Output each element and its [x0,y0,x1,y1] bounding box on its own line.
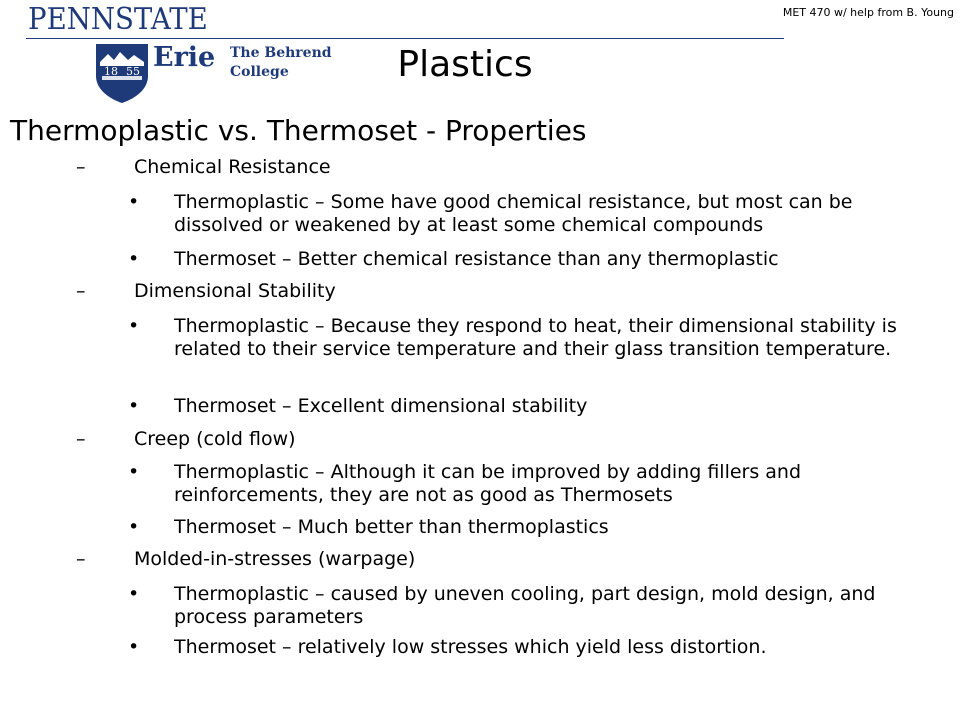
item-text: Thermoplastic – Some have good chemical resistance, but most can be dissolved or weakened by at least some chemical compounds [174,191,853,236]
section-label: Chemical Resistance [134,156,331,178]
item-text: Thermoset – relatively low stresses which yield less distortion. [174,636,767,658]
slide-heading: Thermoplastic vs. Thermoset - Properties [10,114,587,147]
item-text: Thermoset – Much better than thermoplastics [174,516,609,538]
item-text: Thermoset – Excellent dimensional stability [174,395,588,417]
section-dash: – [76,156,86,178]
list-item [128,315,933,361]
list-item [128,516,933,539]
item-text: Thermoset – Better chemical resistance than any thermoplastic [174,248,779,270]
item-text: Thermoplastic – Because they respond to heat, their dimensional stability is related to their service temperature and their glass transition temperature. [174,315,897,360]
credit-text: MET 470 w/ help from B. Young [782,6,954,19]
bullet-icon: • [128,583,140,605]
shield-year-right: 55 [126,65,140,78]
college-line-2: College [230,64,289,80]
psu-logo: PENNSTATE [28,2,208,37]
slide-title: Plastics [397,44,533,85]
item-text: Thermoplastic – caused by uneven cooling, part design, mold design, and process parameters [174,583,876,628]
college-line-1: The Behrend [230,45,332,61]
section-dash: – [76,428,86,450]
bullet-icon: • [128,516,140,538]
list-item [128,248,933,271]
list-item [128,395,933,418]
shield-year-left: 18 [104,65,118,78]
list-item [128,191,933,237]
section-molded-in-stresses [76,547,415,571]
section-label: Molded-in-stresses (warpage) [134,548,416,570]
section-creep [76,427,296,451]
list-item [128,461,933,507]
list-item [128,583,933,629]
bullet-icon: • [128,461,140,483]
bullet-icon: • [128,248,140,270]
section-dimensional-stability [76,279,336,303]
section-label: Dimensional Stability [134,280,336,302]
section-chemical-resistance [76,155,331,179]
bullet-icon: • [128,395,140,417]
bullet-icon: • [128,636,140,658]
section-label: Creep (cold flow) [134,428,296,450]
item-text: Thermoplastic – Although it can be improved by adding fillers and reinforcements, they are not as good as Thermosets [174,461,802,506]
header-rule [26,38,784,39]
campus-name: Erie [153,42,216,73]
section-dash: – [76,280,86,302]
bullet-icon: • [128,191,140,213]
bullet-icon: • [128,315,140,337]
list-item [128,636,933,659]
section-dash: – [76,548,86,570]
